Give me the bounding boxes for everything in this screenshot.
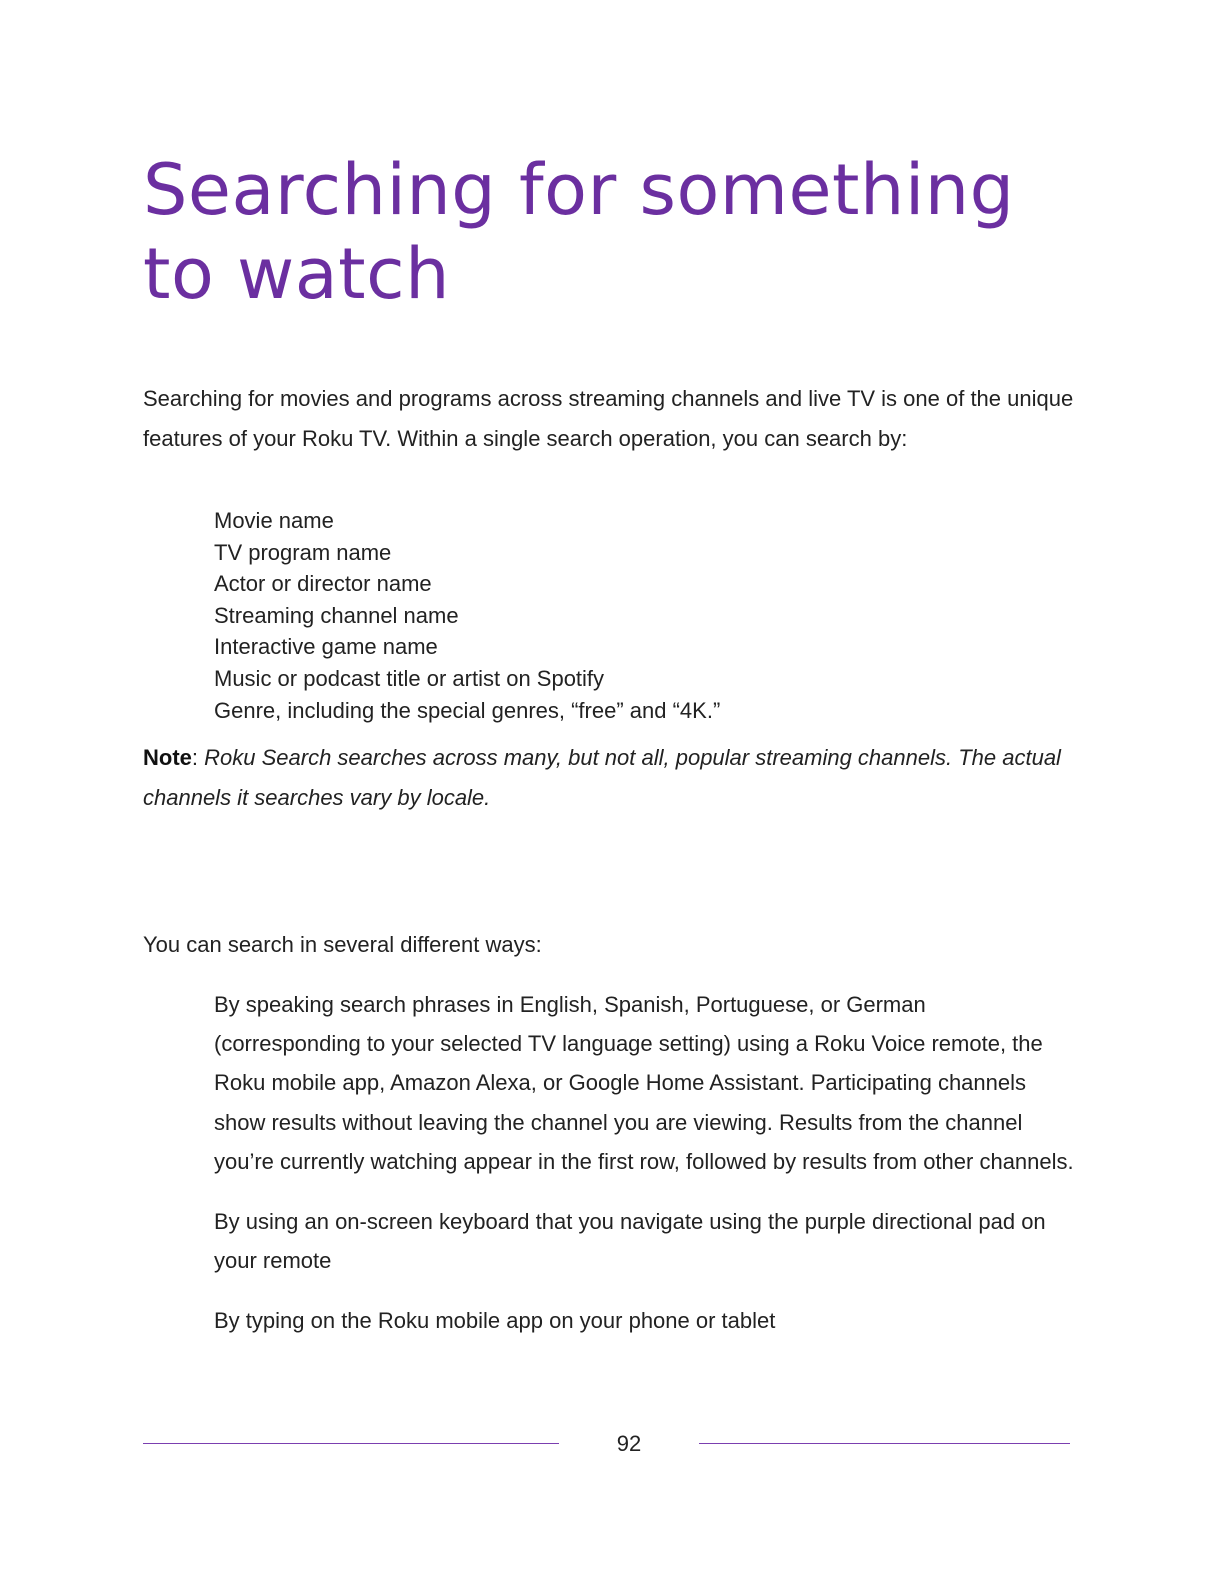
ways-intro-paragraph: You can search in several different ways: [143, 932, 542, 957]
note-label: Note [143, 745, 192, 770]
intro-paragraph: Searching for movies and programs across streaming channels and live TV is one of the unique features of your Roku TV. Within a single search operation, you can search by: [143, 386, 1074, 451]
list-item: Interactive game name [214, 634, 438, 660]
list-item: Music or podcast title or artist on Spotify [214, 665, 605, 691]
note-separator: : [191, 745, 205, 770]
page-title-line-2: to watch [143, 233, 450, 315]
page-number: 92 [616, 1431, 642, 1456]
note-text: Roku Search searches across many, but not all, popular streaming channels. The actual channels it searches vary by locale. [143, 745, 1061, 810]
list-item: By typing on the Roku mobile app on your phone or tablet [214, 1308, 776, 1334]
note-paragraph [143, 738, 1078, 817]
page-title [143, 148, 1103, 316]
footer-rule-left [143, 1443, 559, 1444]
page-title-line-1: Searching for something [143, 149, 1015, 231]
list-item: Streaming channel name [214, 602, 459, 628]
search-ways-list [214, 985, 1074, 1361]
search-by-list [214, 505, 720, 726]
list-item: Actor or director name [214, 571, 432, 597]
list-item: TV program name [214, 539, 392, 565]
list-item: By speaking search phrases in English, Spanish, Portuguese, or German (corresponding to your selected TV language setting) using a Roku Voice remote, the Roku mobile app, Amazon Alexa, or Google Home Assistant. Participating channels show results without leaving the channel you are viewing. Results from the channel you’re currently watching appear in the first row, followed by results from other channels. [214, 992, 1074, 1174]
list-item: Genre, including the special genres, “free” and “4K.” [214, 697, 721, 723]
list-item: By using an on-screen keyboard that you navigate using the purple directional pad on your remote [214, 1208, 1046, 1274]
list-item: Movie name [214, 508, 334, 533]
footer-rule-right [699, 1443, 1070, 1444]
